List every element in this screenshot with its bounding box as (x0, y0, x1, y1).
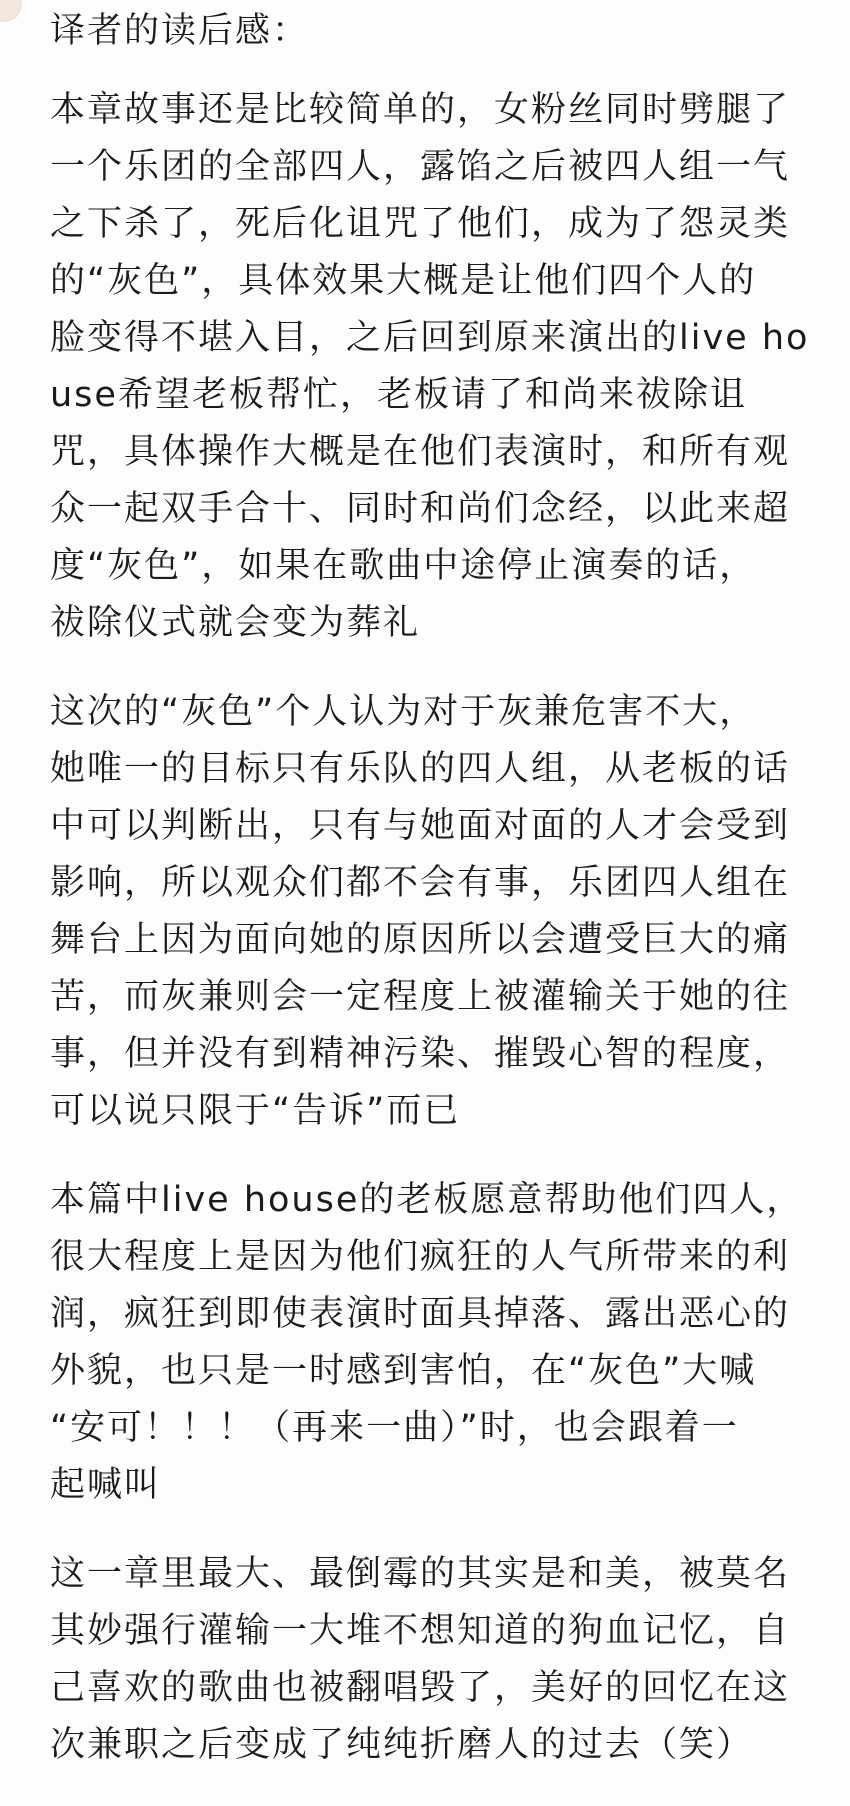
text-line: 祓除仪式就会变为葬礼 (50, 603, 421, 643)
text-line: 这次的“灰色”个人认为对于灰兼危害不大， (50, 692, 757, 732)
text-line: 起喊叫 (50, 1465, 162, 1505)
document-body (50, 82, 820, 1806)
text-line: 次兼职之后变成了纯纯折磨人的过去（笑） (50, 1725, 754, 1765)
text-line: 其妙强行灌输一大堆不想知道的狗血记忆，自 (50, 1611, 791, 1651)
text-line: 苦，而灰兼则会一定程度上被灌输关于她的往 (50, 977, 791, 1017)
corner-avatar-fragment (0, 0, 22, 22)
paragraph-4 (50, 1546, 820, 1774)
paragraph-1 (50, 82, 820, 652)
text-line: 影响，所以观众们都不会有事，乐团四人组在 (50, 863, 791, 903)
text-line: 中可以判断出，只有与她面对面的人才会受到 (50, 806, 791, 846)
text-line: 可以说只限于“告诉”而已 (50, 1091, 461, 1131)
paragraph-2 (50, 684, 820, 1140)
text-line: 舞台上因为面向她的原因所以会遭受巨大的痛 (50, 920, 791, 960)
text-line: 的“灰色”，具体效果大概是让他们四个人的 (50, 261, 757, 301)
text-line: 一个乐团的全部四人，露馅之后被四人组一气 (50, 147, 791, 187)
text-line: 本篇中live house的老板愿意帮助他们四人， (50, 1180, 804, 1220)
text-line: 众一起双手合十、同时和尚们念经，以此来超 (50, 489, 791, 529)
text-line: 很大程度上是因为他们疯狂的人气所带来的利 (50, 1237, 791, 1277)
text-line: use希望老板帮忙，老板请了和尚来祓除诅 (50, 375, 747, 415)
text-line: 润，疯狂到即使表演时面具掉落、露出恶心的 (50, 1294, 791, 1334)
text-line: 脸变得不堪入目，之后回到原来演出的live ho (50, 318, 810, 358)
text-line: 己喜欢的歌曲也被翻唱毁了，美好的回忆在这 (50, 1668, 791, 1708)
text-line: 事，但并没有到精神污染、摧毁心智的程度， (50, 1034, 791, 1074)
text-line: “安可！！！（再来一曲）”时，也会跟着一 (50, 1408, 739, 1448)
text-line: 这一章里最大、最倒霉的其实是和美，被莫名 (50, 1554, 791, 1594)
text-line: 度“灰色”，如果在歌曲中途停止演奏的话， (50, 546, 757, 586)
paragraph-3 (50, 1172, 820, 1514)
text-line: 外貌，也只是一时感到害怕，在“灰色”大喊 (50, 1351, 757, 1391)
text-line: 她唯一的目标只有乐队的四人组，从老板的话 (50, 749, 791, 789)
text-line: 本章故事还是比较简单的，女粉丝同时劈腿了 (50, 90, 791, 130)
page-title: 译者的读后感： (50, 11, 310, 51)
text-line: 咒，具体操作大概是在他们表演时，和所有观 (50, 432, 791, 472)
text-line: 之下杀了，死后化诅咒了他们，成为了怨灵类 (50, 204, 791, 244)
